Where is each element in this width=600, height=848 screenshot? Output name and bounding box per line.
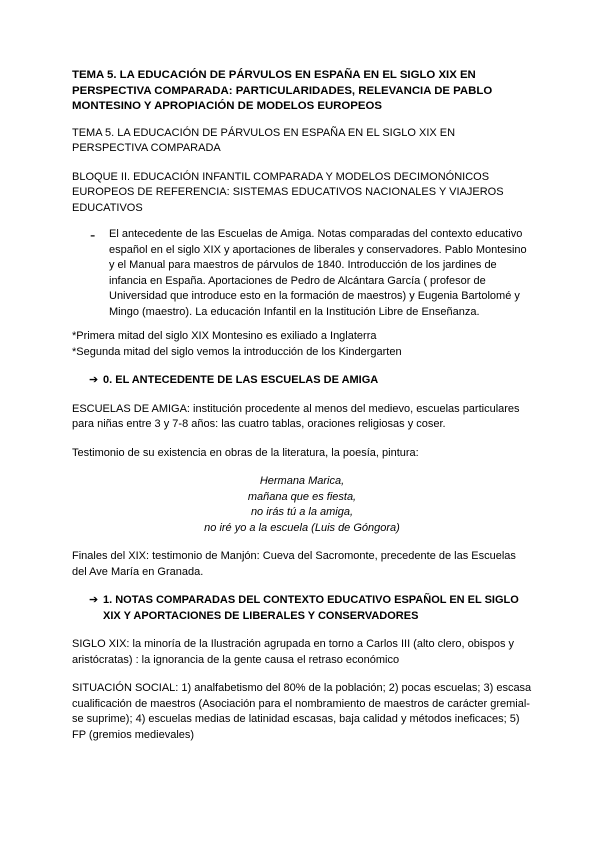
arrow-icon: ➔ [89,374,99,386]
document-page [72,68,532,756]
testimonio-paragraph: Testimonio de su existencia en obras de la literatura, la poesía, pintura: [72,446,419,459]
poem-line: no iré yo a la escuela (Luis de Góngora) [204,521,400,534]
section-1-heading [72,593,532,624]
poem-line: Hermana Marica, [259,475,345,487]
escuelas-paragraph: ESCUELAS DE AMIGA: institución procedente al menos del medievo, escuelas particulares para niñas entre 3 y 7-8 años: las cuatro tablas, oraciones religiosas y coser. [72,402,520,430]
block-heading: BLOQUE II. EDUCACIÓN INFANTIL COMPARADA Y MODELOS DECIMONÓNICOS EUROPEOS DE REFERENCIA: SISTEMAS EDUCATIVOS NACIONALES Y VIAJEROS EDUCATIVOS [72,170,504,214]
section-0-heading-text: 0. EL ANTECEDENTE DE LAS ESCUELAS DE AMIGA [103,374,379,386]
finales-paragraph: Finales del XIX: testimonio de Manjón: Cueva del Sacromonte, precedente de las Escuelas del Ave María en Granada. [72,550,516,578]
section-0-heading [72,373,532,389]
arrow-icon: ➔ [89,594,99,606]
section-1-heading-text: 1. NOTAS COMPARADAS DEL CONTEXTO EDUCATIVO ESPAÑOL EN EL SIGLO XIX Y APORTACIONES DE LIBERALES Y CONSERVADORES [103,594,519,622]
situacion-social-paragraph: SITUACIÓN SOCIAL: 1) analfabetismo del 80% de la población; 2) pocas escuelas; 3) escasa cualificación de maestros (Asociación para el nombramiento de maestros de carácter gremial- se suprime); 4) escuelas medias de latinidad escasas, baja calidad y métodos ineficaces; 5) FP (gremios medievales) [72,682,532,741]
notes [72,329,532,360]
bullet-text: El antecedente de las Escuelas de Amiga. Notas comparadas del contexto educativo español en el siglo XIX y aportaciones de liberales y conservadores. Pablo Montesino y el Manual para maestros de párvulos de 1840. Introducción de los jardines de infancia en España. Aportaciones de Pedro de Alcántara García ( profesor de Universidad que introduce esto en la formación de maestros) y Eugenia Bartolomé y Mingo (maestro). La educación Infantil en la Institución Libre de Enseñanza. [109,228,527,318]
gongora-poem [72,474,532,536]
siglo-xix-paragraph: SIGLO XIX: la minoría de la Ilustración agrupada en torno a Carlos III (alto clero, obispos y aristócratas) : la ignorancia de la gente causa el retraso económico [72,638,515,666]
document-title: TEMA 5. LA EDUCACIÓN DE PÁRVULOS EN ESPAÑA EN EL SIGLO XIX EN PERSPECTIVA COMPARADA: PARTICULARIDADES, RELEVANCIA DE PABLO MONTESINO Y APROPIACIÓN DE MODELOS EUROPEOS [72,69,493,112]
note-first-half: *Primera mitad del siglo XIX Montesino es exiliado a Inglaterra [72,330,377,342]
poem-line: no irás tú a la amiga, [250,506,354,518]
poem-line: mañana que es fiesta, [247,490,357,503]
note-second-half: *Segunda mitad del siglo vemos la introducción de los Kindergarten [72,345,402,358]
topic-bullet [72,227,532,320]
bullet-dash: - [90,227,96,244]
topic-subtitle: TEMA 5. LA EDUCACIÓN DE PÁRVULOS EN ESPAÑA EN EL SIGLO XIX EN PERSPECTIVA COMPARADA [72,126,456,154]
